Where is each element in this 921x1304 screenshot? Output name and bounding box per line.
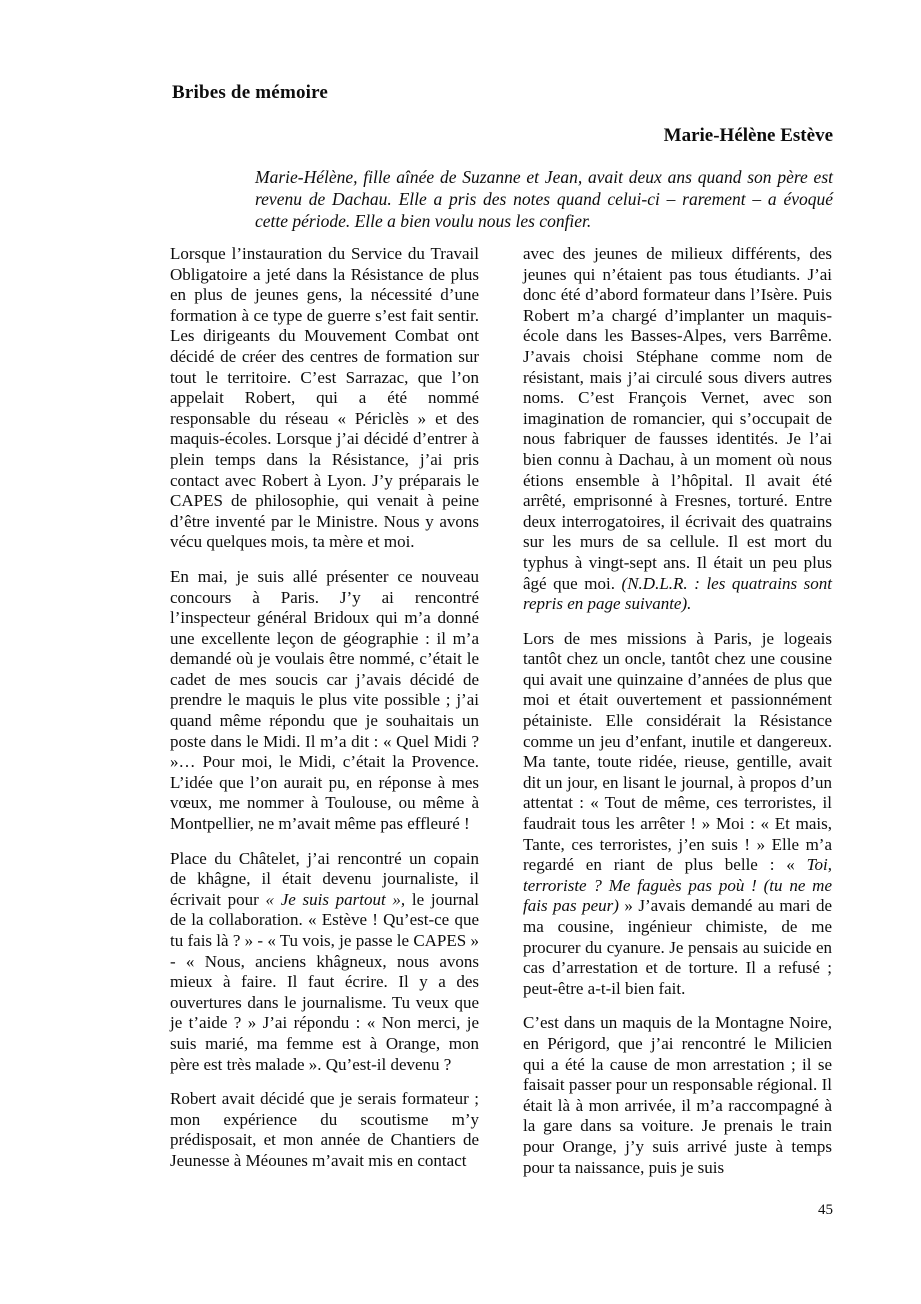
text-run: En mai, je suis allé présenter ce nouveau concours à Paris. J’y ai rencontré l’inspecteur général Bridoux qui m’a donné une excellente leçon de géographie : il m’a demandé où je voulais être nommé, c’était le cadet de mes soucis car j’avais décidé de prendre le maquis le plus vite possible ; j’ai quand même répondu que je souhaitais un poste dans le Midi. Il m’a dit : « Quel Midi ? »… Pour moi, le Midi, c’était la Provence. L’idée que l’on aurait pu, en réponse à mes vœux, me nommer à Toulouse, ou même à Montpellier, ne m’avait même pas effleuré ! [170,566,479,834]
text-run: avec des jeunes de milieux différents, des jeunes qui n’étaient pas tous étudiants. J’ai donc été d’abord formateur dans l’Isère. Puis Robert m’a chargé d’implanter un maquis-école dans les Basses-Alpes, vers Barrême. J’avais choisi Stéphane comme nom de résistant, mais j’ai circulé sous divers autres noms. C’est François Vernet, avec son imagination de romancier, qui s’occupait de nous fabriquer de fausses identités. Je l’ai bien connu à Dachau, à un moment où nous étions ensemble à l’hôpital. Il avait été arrêté, emprisonné à Fresnes, torturé. Entre deux interrogatoires, il écrivait des quatrains sur les murs de sa cellule. Il est mort du typhus à vingt-sept ans. Il était un peu plus âgé que moi. [523,244,832,593]
paragraph [170,1089,479,1171]
italic-text-run: Toi, terroriste ? Me faguès pas poù ! (tu ne me fais pas peur) [523,855,832,916]
paragraph [170,567,479,835]
italic-text-run: « Je suis partout », [265,889,406,909]
paragraph [170,849,479,1076]
paragraph [523,244,832,615]
text-run: Lorsque l’instauration du Service du Travail Obligatoire a jeté dans la Résistance de plus en plus de jeunes gens, la nécessité d’une formation à ce type de guerre s’est fait sentir. Les dirigeants du Mouvement Combat ont décidé de créer des centres de formation sur tout le territoire. C’est Sarrazac, que l’on appelait Robert, qui a été nommé responsable du réseau « Périclès » et des maquis-écoles. Lorsque j’ai décidé d’entrer à plein temps dans la Résistance, j’ai pris contact avec Robert à Lyon. J’y préparais le CAPES de philosophie, qui venait à peine d’être inventé par le Ministre. Nous y avons vécu quelques mois, ta mère et moi. [170,244,479,552]
author-name: Marie-Hélène Estève [663,125,833,146]
text-run: C’est dans un maquis de la Montagne Noire, en Périgord, que j’ai rencontré le Milicien qui a été la cause de mon arrestation ; il se faisait passer pour un responsable régional. Il était là à mon arrivée, il m’a raccompagné à la gare dans sa voiture. Je prenais le train pour Orange, j’y suis arrivé juste à temps pour ta naissance, puis je suis [523,1013,832,1177]
text-run: Place du Châtelet, j’ai rencontré un copain de khâgne, il était devenu journaliste, il écrivait pour [170,848,479,909]
text-run: le journal de la collaboration. « Estève ! Qu’est-ce que tu fais là ? » - « Tu vois, je passe le CAPES » - « Nous, anciens khâgneux, nous avons mieux à faire. Il faut écrire. Il y a des ouvertures dans le journalisme. Tu veux que je t’aide ? » J’ai répondu : « Non merci, je suis marié, ma femme est à Orange, mon père est très malade ». Qu’est-il devenu ? [170,889,480,1074]
left-column [170,244,479,1178]
page-title: Bribes de mémoire [172,82,329,103]
paragraph [523,1013,832,1178]
italic-text-run: (N.D.L.R. : les quatrains sont repris en page suivante). [523,573,832,614]
two-column-text-block [170,244,833,1178]
text-run: » J’avais demandé au mari de ma cousine, ingénieur chimiste, de me procurer du cyanure. Je pensais au suicide en cas d’arrestation et de torture. Il a refusé ; peut-être a-t-il bien fait. [523,896,832,998]
text-run: Lors de mes missions à Paris, je logeais tantôt chez un oncle, tantôt chez une cousine qui avait une quinzaine d’années de plus que moi et était ouvertement et passionnément pétainiste. Elle considérait la Résistance comme un jeu d’enfant, inutile et dangereux. Ma tante, toute ridée, rieuse, gentille, avait dit un jour, en lisant le journal, à propos d’un attentat : « Tout de même, ces terroristes, il faudrait tous les arrêter ! » Moi : « Et mais, Tante, ces terroristes, j’en suis ! » Elle m’a regardé en riant de plus belle : « [523,628,832,875]
paragraph [523,629,832,1000]
lede-paragraph: Marie-Hélène, fille aînée de Suzanne et Jean, avait deux ans quand son père est revenu de Dachau. Elle a pris des notes quand celui-ci – rarement – a évoqué cette période. Elle a bien voulu nous les confier. [255,167,833,231]
page-number: 45 [818,1202,833,1218]
paragraph [170,244,479,553]
right-column [523,244,832,1178]
text-run: Robert avait décidé que je serais formateur ; mon expérience du scoutisme m’y prédisposait, et mon année de Chantiers de Jeunesse à Méounes m’avait mis en contact [170,1089,479,1170]
